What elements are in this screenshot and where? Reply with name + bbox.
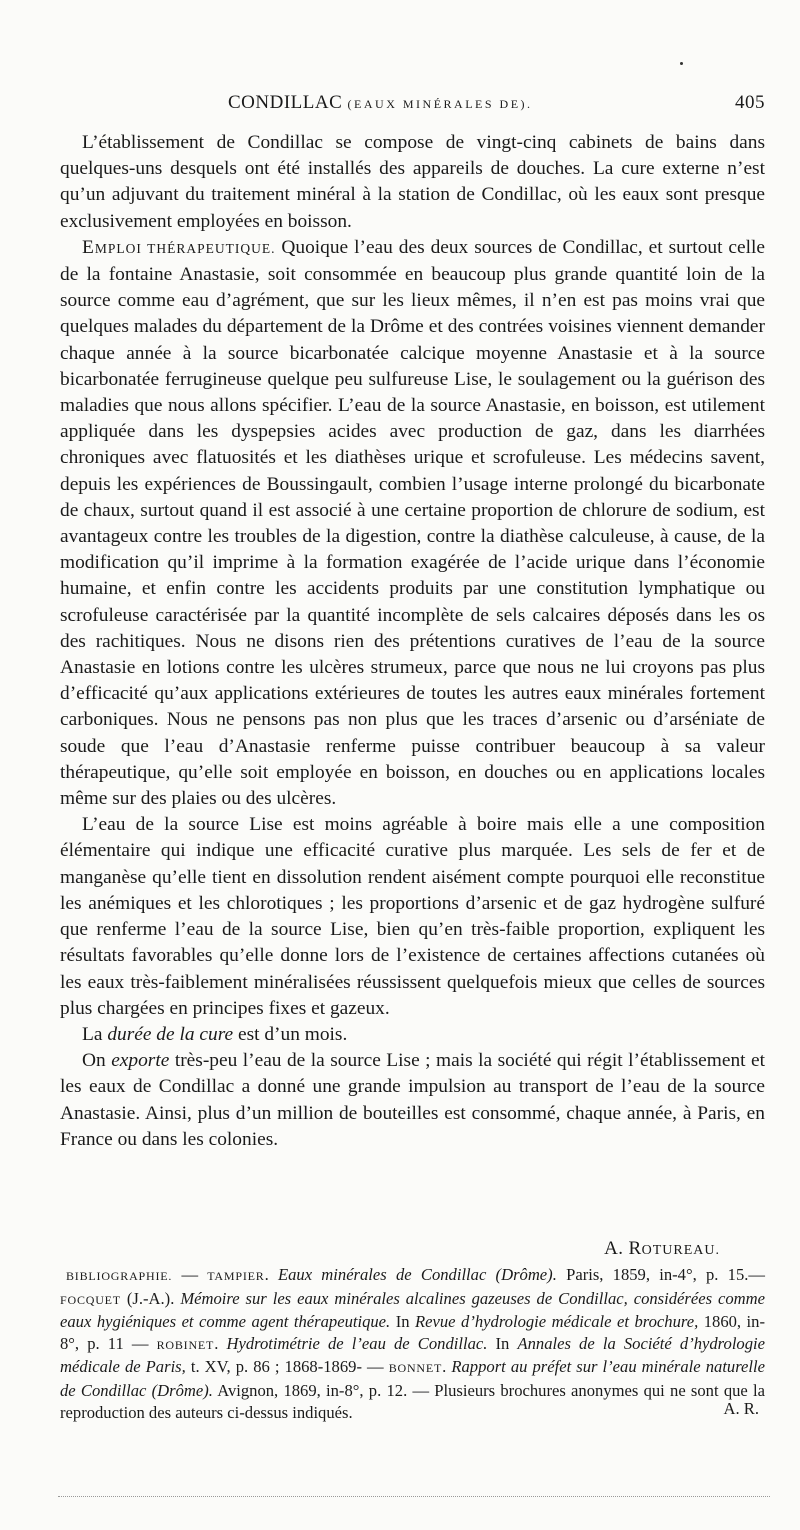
paragraph-therapeutic-use-text: Quoique l’eau des deux sources de Condillac, et surtout celle de la fontaine Anastasie, soit consommée en beaucoup plus grande quantité loin de la source comme eau d’agrément, que sur les lieux mêmes, il n’en est pas moins vrai que quelques malades du département de la Drôme et des contrées voisines viennent demander chaque année à la source bicarbonatée calcique moyenne Anastasie et à la source bicarbonatée ferrugineuse quelque peu sulfureuse Lise, le soulagement ou la guérison des maladies que nous allons spécifier. L’eau de la source Anastasie, en boisson, est utilement appliquée dans les dyspepsies acides avec production de gaz, dans les diarrhées chroniques avec flatuosités et les diathèses urique et scrofuleuse. Les médecins savent, depuis les expériences de Boussingault, combien l’usage interne prolongé du bicarbonate de chaux, surtout quand il est associé à une certaine proportion de chlorure de sodium, est avantageux contre les troubles de la digestion, contre la diathèse calculeuse, à cause, de la modification qu’il imprime à la formation exagérée de l’acide urique dans l’économie humaine, et enfin contre les accidents produits par une constitution lymphatique ou scrofuleuse caractérisée par la quantité incomplète de sels calcaires déposés dans les os des rachitiques. Nous ne disons rien des prétentions curatives de l’eau de la source Anastasie en lotions contre les ulcères strumeux, parce que nous ne lui croyons pas plus d’efficacité qu’aux applications extérieures de toutes les autres eaux minérales fortement carboniques. Nous ne pensons pas non plus que les traces d’arsenic ou d’arséniate de soude que l’eau d’Anastasie renferme puisse contribuer beaucoup à sa valeur thérapeutique, qu’elle soit employée en boisson, en douches ou en applications locales même sur des plaies ou des ulcères. <box>60 236 766 810</box>
author-robinet: ROBINET <box>156 1337 215 1352</box>
section-label-therapeutic-use: EMPLOI THÉRAPEUTIQUE. <box>82 236 276 258</box>
author-signature: A. ROTUREAU. <box>604 1238 720 1259</box>
paragraph-therapeutic-use <box>60 235 765 812</box>
running-title-main: CONDILLAC <box>228 92 348 113</box>
running-title <box>228 92 533 114</box>
paragraph-establishment: L’établissement de Condillac se compose de vingt-cinq cabinets de bains dans quelques-uns desquels ont été installés des appareils de douches. La cure externe n’est qu’un adjuvant du traitement minéral à la station de Condillac, où les eaux sont presque exclusivement employées en boisson. <box>60 132 765 232</box>
main-text <box>60 130 765 1153</box>
bibliography-text: BIBLIOGRAPHIE. — TAMPIER. Eaux minérales de Condillac (Drôme). Paris, 1859, in-4°, p. 15.— FOCQUET (J.-A.). Mémoire sur les eaux minérales alcalines gazeuses de Condillac, considérées comme eaux hygiéniques et comme agent thérapeutique. In Revue d’hydrologie médicale et brochure, 1860, in-8°, p. 11 — ROBINET. Hydrotimétrie de l’eau de Condillac. In Annales de la Société d’hydrologie médicale de Paris, t. XV, p. 86 ; 1868-1869- — BONNET. Rapport au préfet sur l’eau minérale naturelle de Condillac (Drôme). Avignon, 1869, in-8°, p. 12. — Plusieurs brochures anonymes qui ne sont que la reproduction des auteurs ci-dessus indiqués. <box>60 1265 766 1422</box>
paragraph-export: On exporte très-peu l’eau de la source Lise ; mais la société qui régit l’établissement et les eaux de Condillac a donné une grande impulsion au transport de l’eau de la source Anastasie. Ainsi, plus d’un million de bouteilles est consommé, chaque année, à Paris, en France ou dans les colonies. <box>60 1050 766 1150</box>
author-tampier: TAMPIER <box>207 1269 265 1283</box>
bibliography-initials: A. R. <box>723 1398 759 1418</box>
cure-duration-italic: durée de la cure <box>107 1023 234 1045</box>
paragraph-source-lise: L’eau de la source Lise est moins agréable à boire mais elle a une composition élémentaire qui indique une efficacité curative plus marquée. Les sels de fer et de manganèse qu’elle tient en dissolution rendent aisément compte pourquoi elle reconstitue les anémiques et les chlorotiques ; les proportions d’arsenic et de gaz hydrogène sulfuré que renferme l’eau de la source Lise, bien qu’en très-faible proportion, expliquent les résultats favorables qu’elle donne lors de l’existence de certaines affections cutanées où les eaux très-faiblement minéralisées réussissent quelquefois mieux que celles de sources plus chargées en principes fixes et gazeux. <box>60 814 765 1019</box>
author-focquet: FOCQUET <box>60 1292 121 1307</box>
author-bonnet: BONNET <box>388 1361 443 1376</box>
paragraph-cure-duration: La durée de la cure est d’un mois. <box>82 1023 348 1045</box>
bibliography <box>60 1264 765 1423</box>
running-head <box>60 92 765 120</box>
page-number: 405 <box>735 92 765 113</box>
bottom-dotted-rule <box>58 1496 770 1497</box>
running-title-subtitle: (EAUX MINÉRALES DE). <box>347 97 533 111</box>
print-speck <box>680 62 683 65</box>
bibliography-label: BIBLIOGRAPHIE. <box>66 1269 173 1283</box>
export-italic: exporte <box>111 1050 170 1072</box>
